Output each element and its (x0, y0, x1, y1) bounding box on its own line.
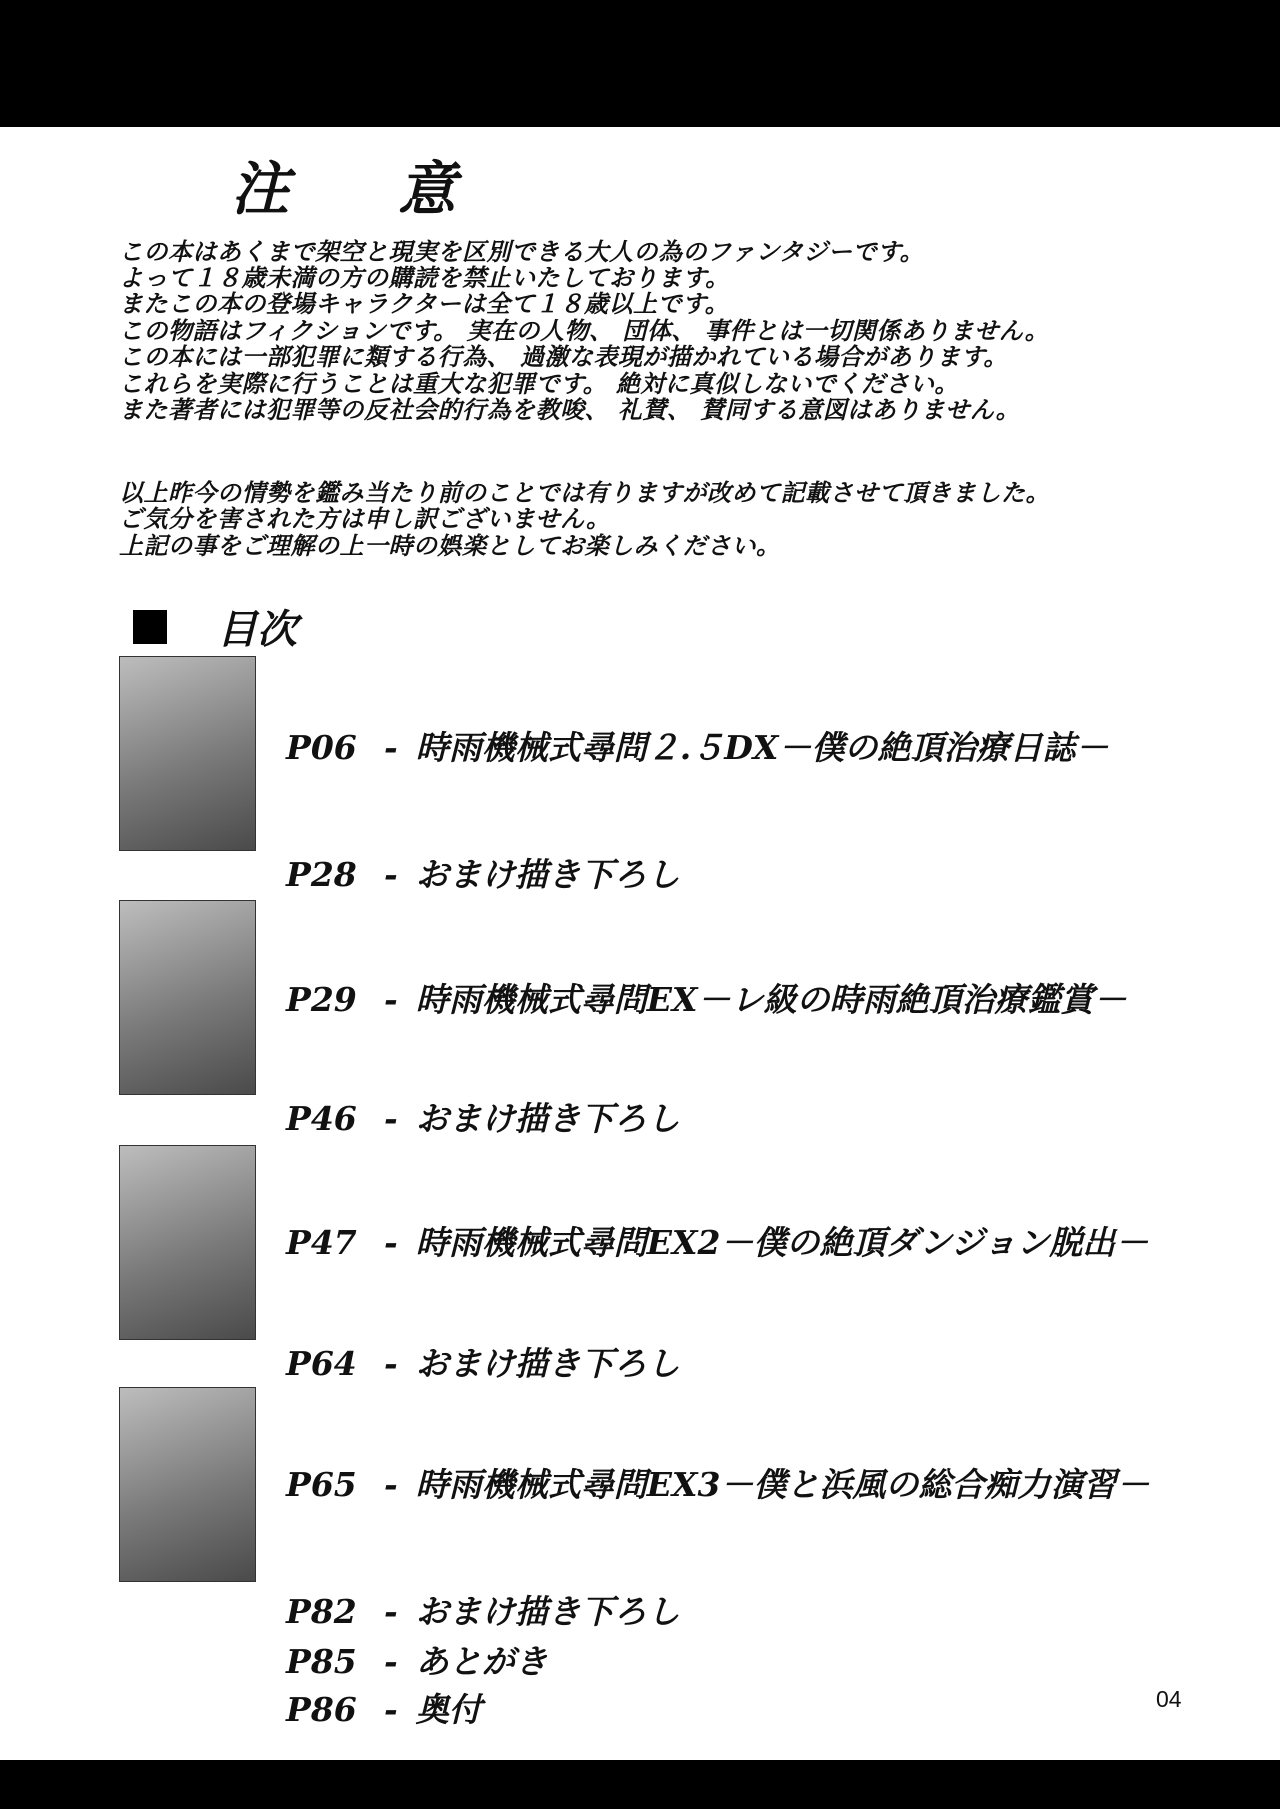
toc-title: 奥付 (415, 1690, 482, 1729)
toc-page: P46 (286, 1099, 357, 1138)
closing-line: 上記の事をご理解の上一時の娯楽としてお楽しみください。 (119, 531, 781, 560)
notice-line: よって１８歳未満の方の購読を禁止いたしております。 (119, 263, 730, 292)
toc-dash: - (384, 855, 398, 894)
toc-page: P64 (286, 1344, 357, 1383)
cover-thumbnail (119, 656, 256, 851)
toc-page: P65 (286, 1465, 357, 1504)
toc-title: 時雨機械式尋問EX－レ級の時雨絶頂治療鑑賞－ (415, 980, 1127, 1019)
toc-page: P47 (286, 1223, 357, 1262)
toc-dash: - (384, 1223, 398, 1262)
toc-entry (286, 1465, 1149, 1505)
toc-dash: - (384, 728, 398, 767)
page-number: 04 (1156, 1686, 1182, 1712)
cover-thumbnail (119, 1387, 256, 1582)
notice-title-char-1: 注 (231, 155, 290, 223)
toc-entry (286, 855, 680, 895)
toc-entry (286, 1690, 482, 1730)
toc-entry (286, 1592, 680, 1632)
toc-title: おまけ描き下ろし (415, 1344, 680, 1383)
toc-page: P82 (286, 1592, 357, 1631)
toc-page: P85 (286, 1642, 357, 1681)
cover-thumbnail (119, 900, 256, 1095)
toc-heading (133, 598, 297, 655)
toc-title: あとがき (415, 1642, 548, 1681)
toc-dash: - (384, 1592, 398, 1631)
toc-page: P29 (286, 980, 357, 1019)
toc-entry (286, 1344, 680, 1384)
toc-entry (286, 980, 1126, 1020)
toc-heading-text: 目次 (217, 606, 297, 653)
square-bullet-icon (133, 610, 167, 644)
notice-line: また著者には犯罪等の反社会的行為を教唆、 礼賛、 賛同する意図はありません。 (119, 395, 1021, 424)
toc-title: おまけ描き下ろし (415, 1099, 680, 1138)
notice-line: この物語はフィクションです。 実在の人物、 団体、 事件とは一切関係ありません。 (119, 316, 1050, 345)
toc-title: 時雨機械式尋問２.５DX－僕の絶頂治療日誌－ (415, 728, 1109, 767)
toc-title: 時雨機械式尋問EX3－僕と浜風の総合痴力演習－ (415, 1465, 1150, 1504)
closing-line: ご気分を害された方は申し訳ございません。 (119, 504, 611, 533)
notice-line: この本には一部犯罪に類する行為、 過激な表現が描かれている場合があります。 (119, 342, 1008, 371)
toc-entry (286, 1642, 548, 1682)
toc-entry (286, 1099, 680, 1139)
toc-dash: - (384, 1099, 398, 1138)
cover-thumbnail (119, 1145, 256, 1340)
closing-line: 以上昨今の情勢を鑑み当たり前のことでは有りますが改めて記載させて頂きました。 (119, 478, 1050, 507)
notice-title-char-2: 意 (398, 155, 457, 223)
toc-page: P06 (286, 728, 357, 767)
toc-page: P86 (286, 1690, 357, 1729)
bottom-black-bar (0, 1760, 1280, 1809)
toc-entry (286, 728, 1108, 768)
toc-title: 時雨機械式尋問EX2－僕の絶頂ダンジョン脱出－ (415, 1223, 1149, 1262)
toc-entry (286, 1223, 1148, 1263)
notice-line: この本はあくまで架空と現実を区別できる大人の為のファンタジーです。 (119, 237, 925, 266)
toc-dash: - (384, 1465, 398, 1504)
toc-dash: - (384, 1642, 398, 1681)
notice-line: これらを実際に行うことは重大な犯罪です。 絶対に真似しないでください。 (119, 369, 959, 398)
toc-title: おまけ描き下ろし (415, 855, 680, 894)
toc-dash: - (384, 980, 398, 1019)
notice-line: またこの本の登場キャラクターは全て１８歳以上です。 (119, 289, 730, 318)
toc-dash: - (384, 1344, 398, 1383)
top-black-bar (0, 0, 1280, 127)
toc-dash: - (384, 1690, 398, 1729)
toc-page: P28 (286, 855, 357, 894)
toc-title: おまけ描き下ろし (415, 1592, 680, 1631)
